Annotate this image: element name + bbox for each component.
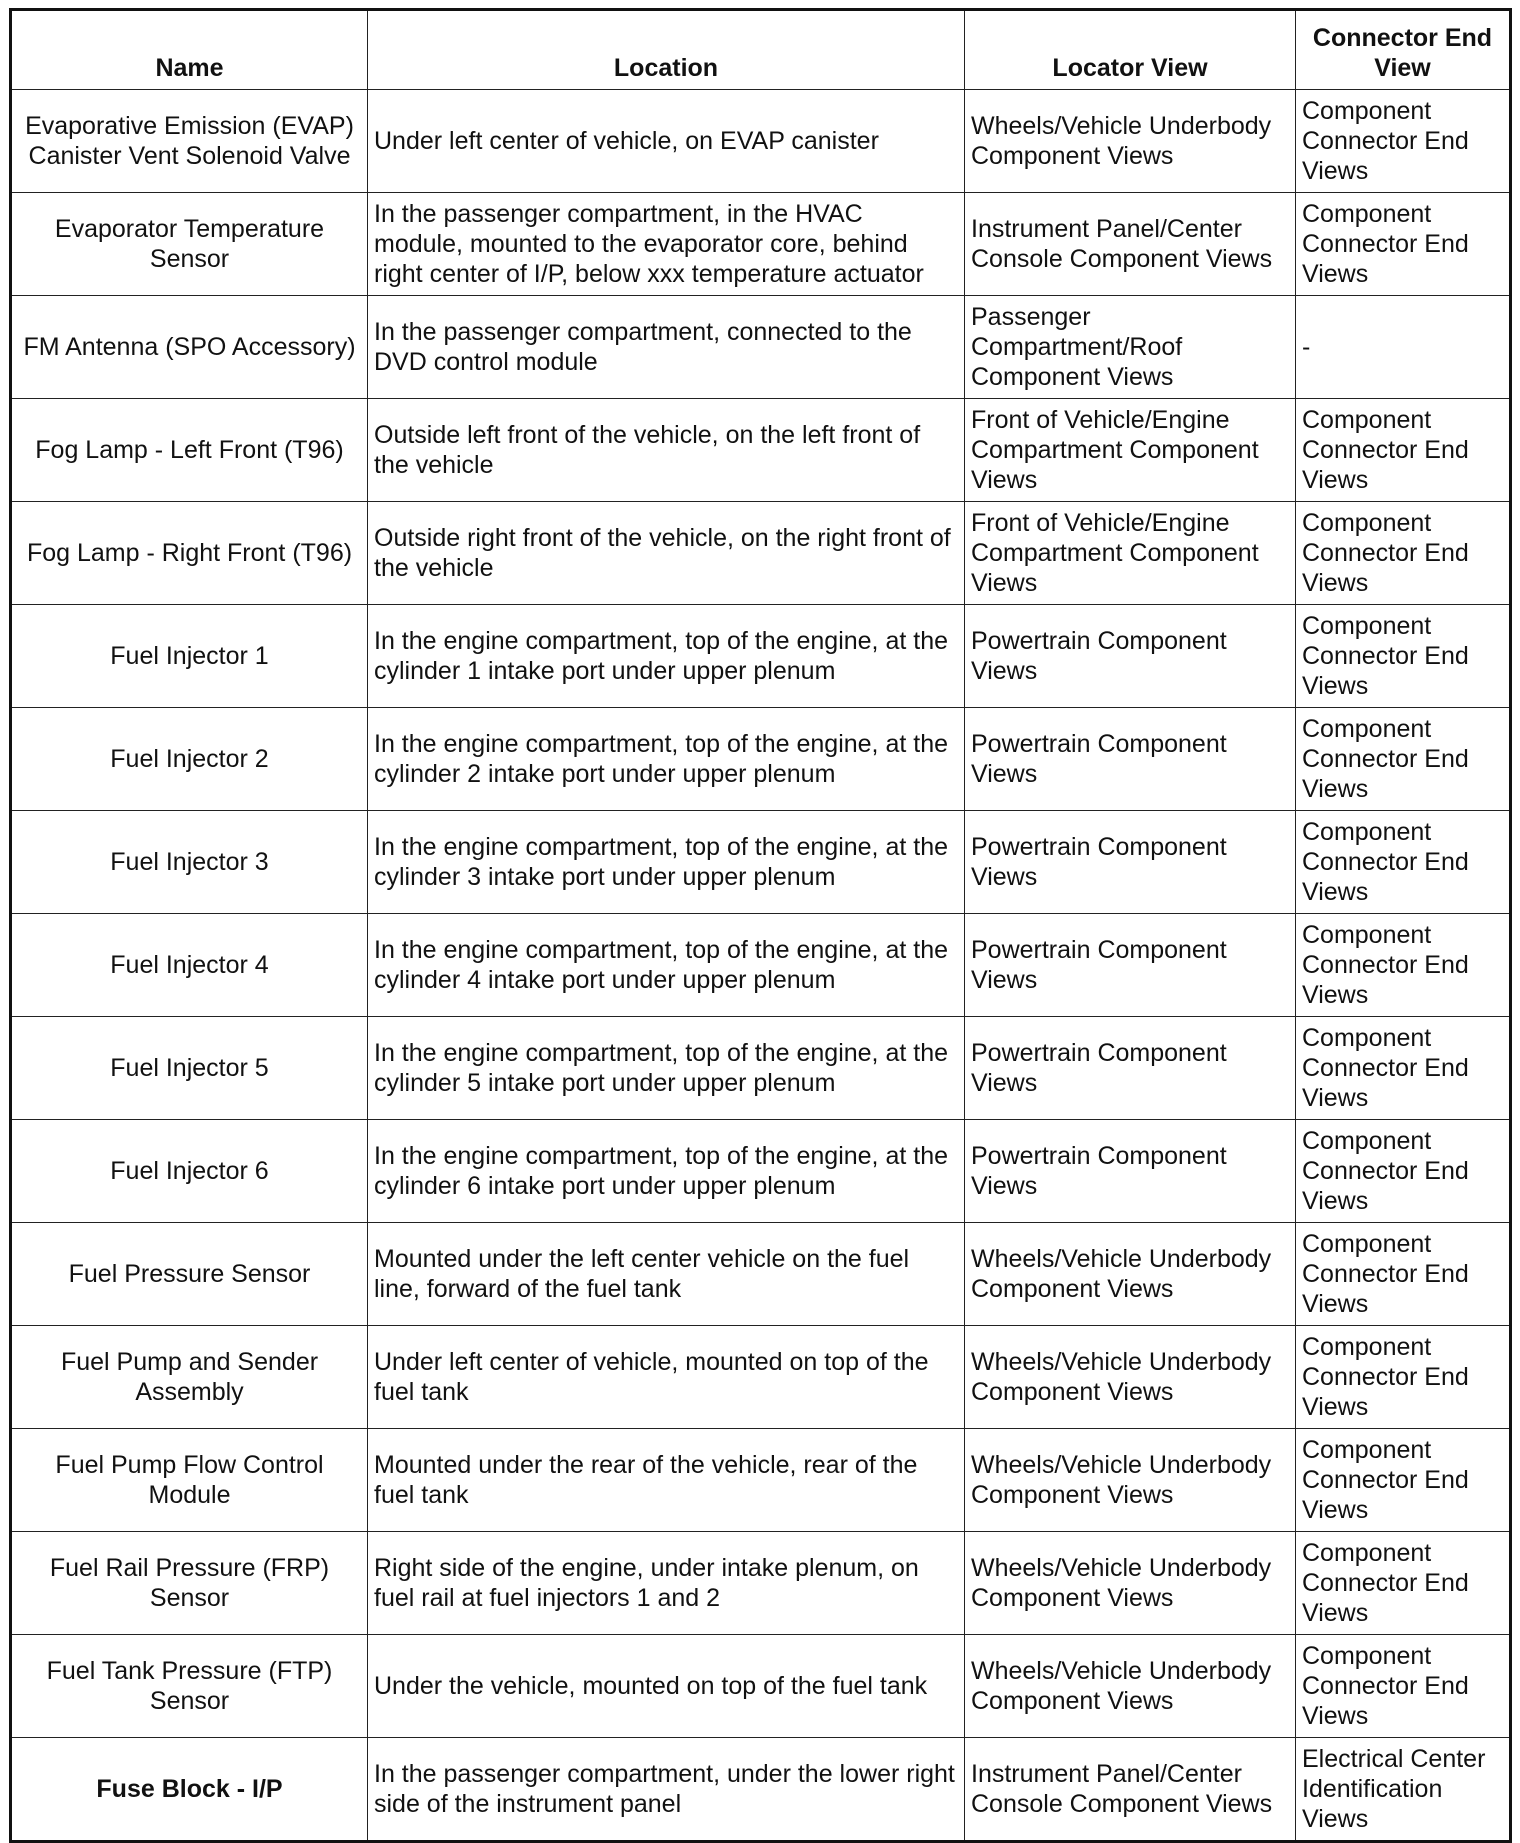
cell-name: Fuel Injector 3	[11, 811, 368, 914]
cell-location: Outside left front of the vehicle, on the left front of the vehicle	[368, 399, 965, 502]
table-body	[11, 90, 1511, 1842]
cell-connector-end-view: Component Connector End Views	[1296, 1635, 1511, 1738]
cell-name: Fuel Injector 5	[11, 1017, 368, 1120]
table-row	[11, 296, 1511, 399]
cell-locator-view: Powertrain Component Views	[965, 1017, 1296, 1120]
table-row	[11, 1223, 1511, 1326]
cell-locator-view: Wheels/Vehicle Underbody Component Views	[965, 1532, 1296, 1635]
cell-name: Fuel Tank Pressure (FTP) Sensor	[11, 1635, 368, 1738]
cell-location: Right side of the engine, under intake plenum, on fuel rail at fuel injectors 1 and 2	[368, 1532, 965, 1635]
cell-location: In the engine compartment, top of the engine, at the cylinder 6 intake port under upper plenum	[368, 1120, 965, 1223]
cell-locator-view: Front of Vehicle/Engine Compartment Component Views	[965, 399, 1296, 502]
cell-connector-end-view: Component Connector End Views	[1296, 90, 1511, 193]
cell-connector-end-view: Component Connector End Views	[1296, 1120, 1511, 1223]
table-row	[11, 399, 1511, 502]
header-location: Location	[368, 10, 965, 90]
cell-location: Under left center of vehicle, on EVAP canister	[368, 90, 965, 193]
table-row	[11, 1635, 1511, 1738]
cell-name: Fuel Rail Pressure (FRP) Sensor	[11, 1532, 368, 1635]
cell-name: Fuel Injector 6	[11, 1120, 368, 1223]
table-row	[11, 1326, 1511, 1429]
header-locator-view: Locator View	[965, 10, 1296, 90]
cell-connector-end-view: Component Connector End Views	[1296, 708, 1511, 811]
cell-connector-end-view: Component Connector End Views	[1296, 914, 1511, 1017]
cell-location: In the passenger compartment, in the HVAC module, mounted to the evaporator core, behind right center of I/P, below xxx temperature actuator	[368, 193, 965, 296]
cell-locator-view: Wheels/Vehicle Underbody Component Views	[965, 1635, 1296, 1738]
cell-name: Fuel Injector 2	[11, 708, 368, 811]
cell-locator-view: Instrument Panel/Center Console Component Views	[965, 1738, 1296, 1842]
cell-connector-end-view: Component Connector End Views	[1296, 399, 1511, 502]
cell-locator-view: Powertrain Component Views	[965, 914, 1296, 1017]
cell-locator-view: Wheels/Vehicle Underbody Component Views	[965, 1223, 1296, 1326]
cell-location: Outside right front of the vehicle, on the right front of the vehicle	[368, 502, 965, 605]
component-locator-table	[9, 8, 1512, 1843]
cell-location: In the passenger compartment, connected to the DVD control module	[368, 296, 965, 399]
cell-name: Fuse Block - I/P	[11, 1738, 368, 1842]
cell-name: Evaporative Emission (EVAP) Canister Vent Solenoid Valve	[11, 90, 368, 193]
table-row	[11, 605, 1511, 708]
cell-locator-view: Front of Vehicle/Engine Compartment Component Views	[965, 502, 1296, 605]
cell-connector-end-view: Component Connector End Views	[1296, 502, 1511, 605]
component-locator-table-container	[9, 8, 1509, 1843]
cell-locator-view: Powertrain Component Views	[965, 811, 1296, 914]
cell-connector-end-view: Component Connector End Views	[1296, 1223, 1511, 1326]
cell-location: In the engine compartment, top of the engine, at the cylinder 3 intake port under upper plenum	[368, 811, 965, 914]
table-row	[11, 90, 1511, 193]
cell-locator-view: Wheels/Vehicle Underbody Component Views	[965, 1326, 1296, 1429]
table-row	[11, 1429, 1511, 1532]
cell-location: In the engine compartment, top of the engine, at the cylinder 1 intake port under upper plenum	[368, 605, 965, 708]
table-row	[11, 1017, 1511, 1120]
table-row	[11, 914, 1511, 1017]
cell-name: Fuel Pump and Sender Assembly	[11, 1326, 368, 1429]
cell-locator-view: Powertrain Component Views	[965, 708, 1296, 811]
cell-connector-end-view: Component Connector End Views	[1296, 1532, 1511, 1635]
cell-location: In the engine compartment, top of the engine, at the cylinder 5 intake port under upper plenum	[368, 1017, 965, 1120]
cell-connector-end-view: Component Connector End Views	[1296, 1017, 1511, 1120]
cell-locator-view: Passenger Compartment/Roof Component Views	[965, 296, 1296, 399]
table-row	[11, 1120, 1511, 1223]
table-row	[11, 1532, 1511, 1635]
cell-location: In the engine compartment, top of the engine, at the cylinder 4 intake port under upper plenum	[368, 914, 965, 1017]
table-row	[11, 708, 1511, 811]
cell-location: In the engine compartment, top of the engine, at the cylinder 2 intake port under upper plenum	[368, 708, 965, 811]
cell-locator-view: Wheels/Vehicle Underbody Component Views	[965, 90, 1296, 193]
cell-connector-end-view: Component Connector End Views	[1296, 605, 1511, 708]
cell-location: Mounted under the left center vehicle on the fuel line, forward of the fuel tank	[368, 1223, 965, 1326]
cell-name: Fuel Injector 1	[11, 605, 368, 708]
cell-connector-end-view: Component Connector End Views	[1296, 1326, 1511, 1429]
cell-location: Under left center of vehicle, mounted on top of the fuel tank	[368, 1326, 965, 1429]
cell-connector-end-view: Electrical Center Identification Views	[1296, 1738, 1511, 1842]
header-connector-end-view: Connector End View	[1296, 10, 1511, 90]
cell-name: Fuel Pump Flow Control Module	[11, 1429, 368, 1532]
table-row	[11, 502, 1511, 605]
cell-connector-end-view: Component Connector End Views	[1296, 811, 1511, 914]
cell-name: Fog Lamp - Left Front (T96)	[11, 399, 368, 502]
cell-location: Under the vehicle, mounted on top of the fuel tank	[368, 1635, 965, 1738]
cell-location: In the passenger compartment, under the lower right side of the instrument panel	[368, 1738, 965, 1842]
cell-name: Fuel Injector 4	[11, 914, 368, 1017]
table-header	[11, 10, 1511, 90]
cell-name: Evaporator Temperature Sensor	[11, 193, 368, 296]
cell-connector-end-view: Component Connector End Views	[1296, 1429, 1511, 1532]
cell-connector-end-view: Component Connector End Views	[1296, 193, 1511, 296]
table-row	[11, 811, 1511, 914]
cell-locator-view: Instrument Panel/Center Console Component Views	[965, 193, 1296, 296]
cell-locator-view: Wheels/Vehicle Underbody Component Views	[965, 1429, 1296, 1532]
cell-name: FM Antenna (SPO Accessory)	[11, 296, 368, 399]
cell-name: Fog Lamp - Right Front (T96)	[11, 502, 368, 605]
cell-locator-view: Powertrain Component Views	[965, 605, 1296, 708]
cell-name: Fuel Pressure Sensor	[11, 1223, 368, 1326]
cell-location: Mounted under the rear of the vehicle, rear of the fuel tank	[368, 1429, 965, 1532]
table-row	[11, 193, 1511, 296]
cell-locator-view: Powertrain Component Views	[965, 1120, 1296, 1223]
cell-connector-end-view: -	[1296, 296, 1511, 399]
header-row	[11, 10, 1511, 90]
header-name: Name	[11, 10, 368, 90]
